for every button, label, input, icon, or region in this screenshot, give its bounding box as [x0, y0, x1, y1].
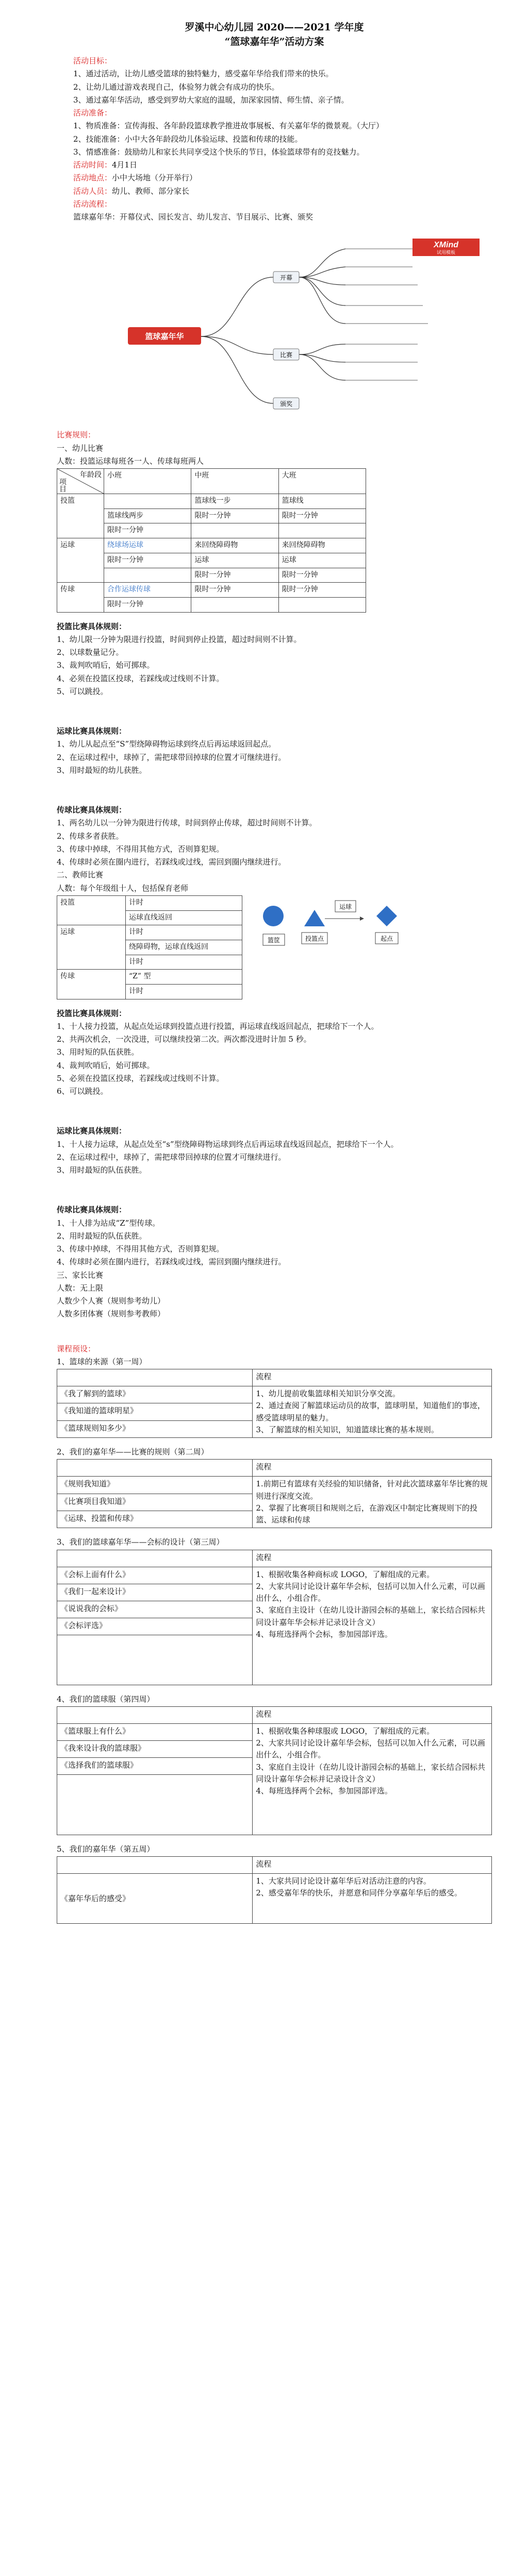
cell: 篮球线	[278, 494, 366, 509]
shoot-rule: 2、以球数量记分。	[57, 648, 124, 657]
t-shoot-rule: 5、必须在投篮区投球，若踩线或过线则不计算。	[57, 1073, 224, 1083]
teacher-people: 人数：每个年级组十人，包括保育老师	[57, 883, 189, 893]
dribble-rule: 2、在运球过程中，球掉了，需把球带回掉球的位置才可继续进行。	[57, 752, 286, 762]
col-empty	[57, 1369, 253, 1386]
week-flow	[253, 1567, 492, 1685]
t-pass-rule: 1、十人排为站成“Z”型传球。	[57, 1218, 160, 1228]
week-flow-line: 1、幼儿提前收集篮球相关知识分享交流。	[256, 1389, 400, 1399]
row-header: 传球	[57, 970, 126, 999]
cell: 限时一分钟	[191, 568, 278, 583]
cell	[278, 597, 366, 612]
pass-rule: 3、传球中掉球，不得用其他方式，否则算犯规。	[57, 844, 224, 854]
shoot-rule: 4、必须在投篮区投球，若踩线或过线则不计算。	[57, 673, 224, 683]
start-label: 起点	[380, 935, 393, 942]
week-item: 《我们一起来设计》	[57, 1584, 253, 1601]
week-table	[57, 1856, 492, 1924]
week-flow	[253, 1477, 492, 1528]
parent-people: 人数多团体赛（规则参考教师）	[57, 1309, 166, 1319]
row-header: 投篮	[57, 494, 104, 538]
week-item: 《选择我们的篮球服》	[57, 1757, 253, 1774]
mindmap-link	[201, 336, 273, 403]
mindmap	[57, 228, 492, 424]
mindmap-svg	[57, 228, 492, 424]
shoot-heading: 投篮比赛具体规则：	[57, 621, 127, 631]
week-item: 《会标上面有什么》	[57, 1567, 253, 1584]
pass-rule: 2、传球多者获胜。	[57, 831, 124, 841]
col-header: 流程	[253, 1550, 492, 1567]
basket-label: 篮筐	[267, 936, 280, 944]
row-header: 传球	[57, 583, 104, 612]
corner-mid: 项	[59, 478, 67, 487]
prep-item: 2、技能准备：小中大各年龄段幼儿体验运球、投篮和传球的技能。	[73, 134, 303, 144]
col-header: 流程	[253, 1857, 492, 1874]
week-table	[57, 1369, 492, 1438]
cell: 限时一分钟	[278, 509, 366, 523]
week-table	[57, 1459, 492, 1528]
time-value: 4月1日	[112, 160, 138, 170]
flow-label: 活动流程：	[73, 199, 112, 209]
cell: 计时	[126, 925, 242, 940]
col-empty	[57, 1706, 253, 1723]
dribble-rule: 3、用时最短的幼儿获胜。	[57, 765, 147, 775]
rules-section	[57, 429, 492, 1320]
place-value: 小中大场地（分开举行）	[112, 173, 197, 183]
cell	[104, 568, 191, 583]
week-item: 《规则我知道》	[57, 1477, 253, 1494]
kids-people: 人数：投篮运球每班各一人、传球每班两人	[57, 456, 204, 466]
week-flow-line: 1、大家共同讨论设计嘉年华后对活动注意的内容。	[256, 1876, 431, 1886]
col-header: 大班	[278, 469, 366, 494]
week-flow	[253, 1723, 492, 1835]
cell	[278, 523, 366, 538]
cell: 来回绕障碍物	[278, 538, 366, 553]
dribble-heading: 运球比赛具体规则：	[57, 726, 127, 736]
mindmap-link	[299, 344, 345, 354]
week-item: 《篮球规则知多少》	[57, 1420, 253, 1437]
cell: 篮球线两步	[104, 509, 191, 523]
week-flow-line: 1、根据收集各种球服或 LOGO，了解组成的元素。	[256, 1726, 435, 1736]
row-header: 运球	[57, 925, 126, 970]
teacher-heading: 二、教师比赛	[57, 870, 104, 880]
cell: 限时一分钟	[191, 509, 278, 523]
week-table	[57, 1550, 492, 1685]
goal-item: 1、通过活动，让幼儿感受篮球的独特魅力，感受嘉年华给我们带来的快乐。	[73, 69, 334, 79]
cell: 运球直线返回	[126, 910, 242, 925]
shoot-point-label: 投篮点	[305, 935, 324, 942]
col-empty	[57, 1550, 253, 1567]
t-dribble-rule: 2、在运球过程中，球掉了，需把球带回掉球的位置才可继续进行。	[57, 1152, 286, 1162]
t-shoot-rule: 2、共两次机会，一次没进，可以继续投第二次。两次都没进时计加 5 秒。	[57, 1035, 311, 1044]
t-shoot-rule: 4、裁判吹哨后，始可掷球。	[57, 1060, 155, 1070]
week-table	[57, 1706, 492, 1835]
cell	[191, 523, 278, 538]
t-shoot-rule: 3、用时短的队伍获胜。	[57, 1047, 139, 1057]
week-title: 2、我们的嘉年华——比赛的规则（第二周）	[57, 1447, 209, 1457]
dribble-rule: 1、幼儿从起点至“S”型绕障碍物运球到终点后再运球返回起点。	[57, 739, 276, 749]
goals-heading: 活动目标：	[73, 56, 112, 66]
cell: 限时一分钟	[191, 583, 278, 598]
week-flow	[253, 1386, 492, 1438]
corner-top: 年龄段	[80, 471, 102, 480]
t-shoot-rule: 1、十人接力投篮，从起点处运球到投篮点进行投篮，再运球直线返回起点，把球给下一个人。	[57, 1021, 379, 1031]
shoot-point-shape	[304, 910, 325, 926]
t-pass-rule: 2、用时最短的队伍获胜。	[57, 1231, 147, 1241]
xmind-logo-text: XMind	[434, 241, 458, 250]
week-item: 《运球、投篮和传球》	[57, 1511, 253, 1528]
week-title: 4、我们的篮球服（第四周）	[57, 1694, 155, 1704]
week-flow-line: 2、感受嘉年华的快乐，并愿意和同伴分享嘉年华后的感受。	[256, 1888, 462, 1898]
cell: 来回绕障碍物	[191, 538, 278, 553]
col-empty	[57, 1460, 253, 1477]
week-flow-line: 1.前期已有篮球有关经验的知识储备，针对此次篮球嘉年华比赛的规则进行深度交流。	[256, 1479, 488, 1501]
week-flow-line: 4、每班选择两个会标，参加园部评选。	[256, 1629, 392, 1639]
prep-item: 1、物质准备：宣传海报、各年龄段篮球教学推进故事展板、有关嘉年华的微景观。（大厅）	[73, 121, 384, 131]
goal-item: 2、让幼儿通过游戏表现自己，体验努力就会有成功的快乐。	[73, 82, 279, 92]
doc-title	[57, 21, 492, 49]
week-item: 《会标评选》	[57, 1618, 253, 1635]
flow-value: 篮球嘉年华：开幕仪式、园长发言、幼儿发言、节目展示、比赛、颁奖	[73, 212, 314, 222]
t-shoot-heading: 投篮比赛具体规则：	[57, 1008, 127, 1018]
week-item: 《我了解到的篮球》	[57, 1386, 253, 1403]
start-shape	[376, 906, 397, 926]
shoot-rule: 5、可以跳投。	[57, 686, 108, 696]
cell	[104, 494, 191, 509]
court-legend	[258, 895, 428, 962]
goals-section	[57, 55, 492, 106]
week-title: 5、我们的嘉年华（第五周）	[57, 1844, 155, 1854]
pass-rule: 1、两名幼儿以一分钟为限进行传球，时间到停止传球，超过时间则不计算。	[57, 818, 317, 828]
week-flow-line: 2、通过查阅了解篮球运动员的故事，篮球明星，知道他们的事迹，感受篮球明星的魅力。	[256, 1401, 485, 1422]
row-header: 运球	[57, 538, 104, 583]
week-item: 《嘉年华后的感受》	[57, 1874, 253, 1924]
xmind-logo-sub: 试用模板	[436, 250, 456, 256]
mindmap-link	[299, 249, 345, 277]
dribble-label: 运球	[339, 903, 352, 910]
week-title: 3、我们的篮球嘉年华——会标的设计（第三周）	[57, 1537, 224, 1547]
goal-item: 3、通过嘉年华活动，感受到罗幼大家庭的温暖，加深家园情、师生情、亲子情。	[73, 95, 349, 105]
info-section	[57, 159, 492, 223]
rules-heading: 比赛规则：	[57, 430, 96, 440]
mindmap-link	[299, 354, 345, 380]
week-flow	[253, 1874, 492, 1924]
cell: 计时	[126, 895, 242, 910]
week-item-empty	[57, 1774, 253, 1835]
col-header: 中班	[191, 469, 278, 494]
mindmap-branch-label: 颁奖	[279, 400, 293, 408]
basket-shape	[263, 906, 284, 926]
cell: 限时一分钟	[278, 568, 366, 583]
t-dribble-heading: 运球比赛具体规则：	[57, 1126, 127, 1136]
cell: 计时	[126, 984, 242, 999]
prep-item: 3、情感准备：鼓励幼儿和家长共同享受这个快乐的节日，体验篮球带有的竞技魅力。	[73, 147, 365, 157]
col-header: 流程	[253, 1706, 492, 1723]
cell: 绕球场运球	[104, 538, 191, 553]
people-value: 幼儿、教师、部分家长	[112, 186, 190, 196]
people-label: 活动人员：	[73, 186, 112, 196]
title-line-1: 罗溪中心幼儿园 2020——2021 学年度	[185, 22, 364, 33]
week-flow-line: 2、大家共同讨论设计嘉年华会标，包括可以加入什么元素，可以画出什么，小组合作。	[256, 1581, 485, 1603]
mindmap-branch-label: 比赛	[279, 351, 293, 359]
week-item: 《篮球服上有什么》	[57, 1723, 253, 1740]
cell: 运球	[191, 553, 278, 568]
col-header: 流程	[253, 1369, 492, 1386]
t-pass-rule: 4、传球时必须在圈内进行，若踩线或过线，需回到圈内继续进行。	[57, 1257, 286, 1267]
pass-heading: 传球比赛具体规则：	[57, 805, 127, 815]
week-item-empty	[57, 1635, 253, 1685]
parent-people: 人数：无上限	[57, 1283, 104, 1293]
col-empty	[57, 1857, 253, 1874]
kids-heading: 一、幼儿比赛	[57, 443, 104, 453]
cell: 计时	[126, 955, 242, 970]
t-shoot-rule: 6、可以跳投。	[57, 1087, 108, 1096]
pass-rule: 4、传球时必须在圈内进行，若踩线或过线，需回到圈内继续进行。	[57, 857, 286, 867]
mindmap-link	[201, 336, 273, 354]
week-flow-line: 4、每班选择两个会标，参加园部评选。	[256, 1786, 392, 1796]
prep-section	[57, 107, 492, 158]
cell: 限时一分钟	[278, 583, 366, 598]
week-flow-line: 3、了解篮球的相关知识，知道篮球比赛的基本规则。	[256, 1425, 439, 1434]
kids-table-corner	[57, 469, 104, 494]
kids-table	[57, 468, 366, 613]
place-label: 活动地点：	[73, 173, 112, 183]
courses-heading: 课程预设：	[57, 1344, 96, 1353]
week-item: 《我知道的篮球明星》	[57, 1403, 253, 1420]
prep-heading: 活动准备：	[73, 108, 112, 118]
parent-heading: 三、家长比赛	[57, 1270, 104, 1280]
cell: “Z” 型	[126, 970, 242, 985]
mindmap-link	[201, 277, 273, 336]
row-header: 投篮	[57, 895, 126, 925]
col-header: 小班	[104, 469, 191, 494]
title-line-2: “篮球嘉年华”活动方案	[224, 36, 324, 47]
mindmap-branch-label: 开幕	[279, 274, 293, 282]
parent-people: 人数少个人赛（规则参考幼儿）	[57, 1296, 166, 1306]
t-pass-heading: 传球比赛具体规则：	[57, 1205, 127, 1215]
t-dribble-rule: 3、用时最短的队伍获胜。	[57, 1165, 147, 1175]
week-title: 1、篮球的来源（第一周）	[57, 1357, 147, 1366]
cell: 运球	[278, 553, 366, 568]
shoot-rule: 3、裁判吹哨后，始可掷球。	[57, 660, 155, 670]
week-item: 《我来设计我的篮球服》	[57, 1740, 253, 1757]
corner-bottom: 目	[59, 485, 67, 494]
week-flow-line: 2、大家共同讨论设计嘉年华会标，包括可以加入什么元素，可以画出什么，小组合作。	[256, 1738, 485, 1760]
week-item: 《说说我的会标》	[57, 1601, 253, 1618]
courses-section	[57, 1343, 492, 1924]
teacher-block	[57, 895, 492, 999]
t-dribble-rule: 1、十人接力运球，从起点处至“s”型绕障碍物运球到终点后再运球直线返回起点，把球给下一个人。	[57, 1139, 399, 1149]
mindmap-link	[299, 277, 345, 324]
week-flow-line: 3、家庭自主设计（在幼儿设计游园会标的基础上，家长结合园标共同设计嘉年华会标并记录设计含义）	[256, 1762, 485, 1784]
col-header: 流程	[253, 1460, 492, 1477]
week-item: 《比赛项目我知道》	[57, 1494, 253, 1511]
teacher-table	[57, 895, 242, 999]
cell: 限时一分钟	[104, 597, 191, 612]
time-label: 活动时间：	[73, 160, 112, 170]
t-pass-rule: 3、传球中掉球，不得用其他方式，否则算犯规。	[57, 1244, 224, 1254]
cell: 绕障碍物，运球直线返回	[126, 940, 242, 955]
cell	[191, 597, 278, 612]
week-flow-line: 1、根据收集各种商标或 LOGO，了解组成的元素。	[256, 1569, 435, 1579]
mindmap-center-label: 篮球嘉年华	[145, 332, 184, 342]
week-flow-line: 3、家庭自主设计（在幼儿设计游园会标的基础上，家长结合园标共同设计嘉年华会标并记录设计含义）	[256, 1605, 485, 1627]
cell: 合作运球传球	[104, 583, 191, 598]
mindmap-link	[299, 267, 345, 277]
cell: 篮球线一步	[191, 494, 278, 509]
shoot-rule: 1、幼儿限一分钟为限进行投篮，时间到停止投篮，超过时间则不计算。	[57, 634, 302, 644]
cell: 限时一分钟	[104, 553, 191, 568]
cell: 限时一分钟	[104, 523, 191, 538]
week-flow-line: 2、掌握了比赛项目和规则之后，在游戏区中制定比赛规则下的投篮、运球和传球	[256, 1503, 477, 1525]
